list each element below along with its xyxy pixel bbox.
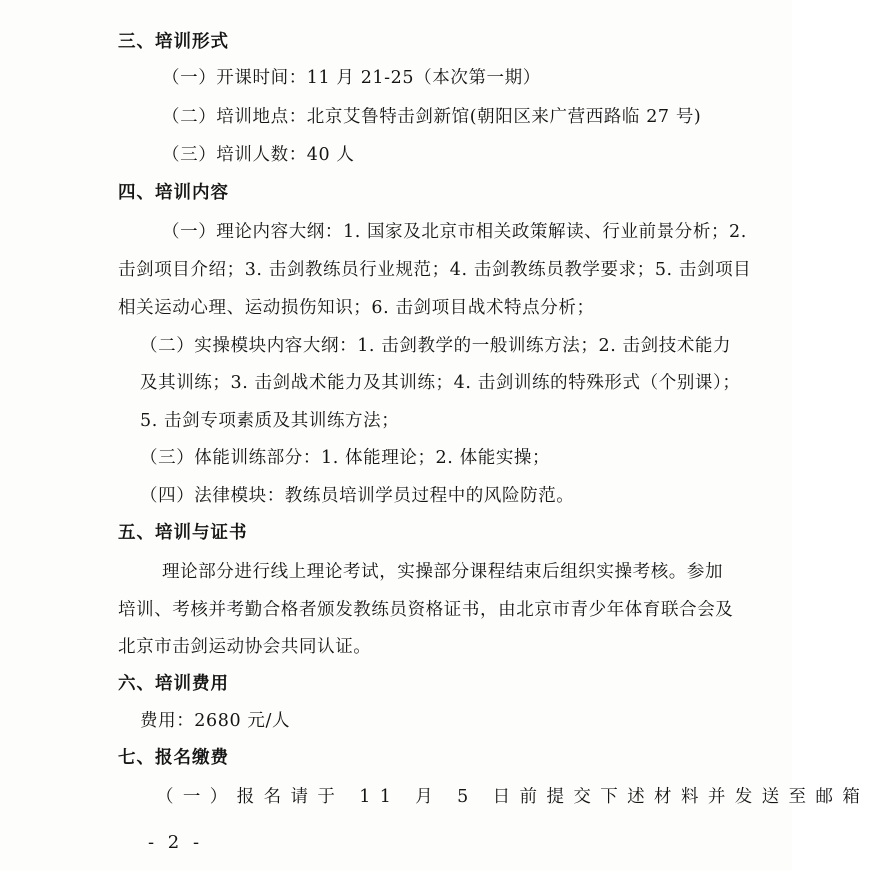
s4-theory-line-3: 相关运动心理、运动损伤知识；6. 击剑项目战术特点分析； — [118, 298, 595, 318]
s6-fee-line: 费用：2680 元/人 — [140, 711, 291, 731]
s4-practice-line-2: 及其训练；3. 击剑战术能力及其训练；4. 击剑训练的特殊形式（个别课）； — [140, 373, 741, 393]
s4-fitness-line: （三）体能训练部分：1. 体能理论；2. 体能实操； — [140, 448, 551, 468]
section-3-heading: 三、培训形式 — [118, 32, 229, 52]
s5-line-2: 培训、考核并考勤合格者颁发教练员资格证书，由北京市青少年体育联合会及 — [118, 600, 734, 620]
s3-item-1: （一）开课时间：11 月 21-25（本次第一期） — [162, 68, 541, 88]
s4-practice-line-3: 5. 击剑专项素质及其训练方法； — [140, 411, 400, 431]
s7-item-1: （一）报名请于 11 月 5 日前提交下述材料并发送至邮箱 — [156, 787, 869, 807]
s3-item-3: （三）培训人数：40 人 — [162, 145, 355, 165]
section-6-heading: 六、培训费用 — [118, 674, 229, 694]
s4-theory-line-1: （一）理论内容大纲：1. 国家及北京市相关政策解读、行业前景分析；2. — [162, 222, 747, 242]
s5-line-3: 北京市击剑运动协会共同认证。 — [118, 637, 372, 657]
s3-item-2: （二）培训地点：北京艾鲁特击剑新馆(朝阳区来广营西路临 27 号) — [162, 107, 702, 127]
section-7-heading: 七、报名缴费 — [118, 748, 229, 768]
s5-line-1: 理论部分进行线上理论考试，实操部分课程结束后组织实操考核。参加 — [162, 562, 724, 582]
section-4-heading: 四、培训内容 — [118, 183, 229, 203]
section-5-heading: 五、培训与证书 — [118, 523, 248, 543]
s4-law-line: （四）法律模块：教练员培训学员过程中的风险防范。 — [140, 486, 575, 506]
page-number: - 2 - — [148, 832, 204, 853]
s4-theory-line-2: 击剑项目介绍；3. 击剑教练员行业规范；4. 击剑教练员教学要求；5. 击剑项目 — [118, 260, 752, 280]
s4-practice-line-1: （二）实操模块内容大纲：1. 击剑教学的一般训练方法；2. 击剑技术能力 — [140, 336, 732, 356]
